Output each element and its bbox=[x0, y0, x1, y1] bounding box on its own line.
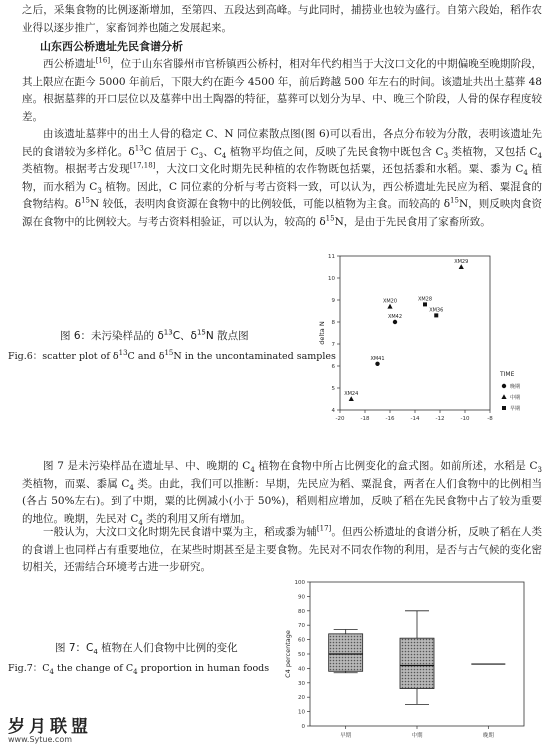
figure-7-caption-cn: 图 7：$C_4$ 植物在人们食物中比例的变化 bbox=[55, 642, 238, 657]
y-tick-label: 0 bbox=[301, 724, 305, 730]
y-tick-label: 6 bbox=[331, 364, 335, 370]
x-tick-label: 中期 bbox=[411, 733, 423, 739]
paragraph-conclusion: 一般认为，大汶口文化时期先民食谱中粟为主，稻或黍为辅[17]。但西公桥遗址的食谱分析，反映了稻在人类的食谱上也同样占有重要地位，在某些时期甚至是主要食物。先民对不同农作物的利用，是否与古气候的变化密切相关，还需结合环境考古进一步研究。 bbox=[22, 524, 543, 573]
y-tick-label: 40 bbox=[298, 666, 305, 673]
scatter-point bbox=[393, 320, 397, 324]
x-tick-label: -10 bbox=[460, 416, 470, 422]
y-tick-label: 90 bbox=[298, 594, 305, 601]
figure-6-caption-en: Fig.6：scatter plot of $\delta^{13}C$ and $\delta^{15}N$ in the uncontaminated samples bbox=[8, 348, 336, 362]
y-tick-label: 50 bbox=[298, 652, 305, 658]
x-tick-label: 早期 bbox=[340, 733, 352, 739]
y-tick-label: 7 bbox=[331, 342, 335, 348]
figure-6-caption-cn: 图 6：未污染样品的 $\delta^{13}C$、$\delta^{15}N$ 散点图 bbox=[60, 328, 249, 342]
legend-marker bbox=[502, 384, 506, 388]
x-tick-label: -16 bbox=[385, 416, 395, 422]
point-label: XM24 bbox=[344, 391, 359, 397]
scatter-point bbox=[375, 362, 379, 366]
section-heading: 山东西公桥遗址先民食谱分析 bbox=[40, 40, 183, 53]
box bbox=[400, 638, 434, 688]
legend-marker bbox=[501, 394, 506, 399]
figure-7-caption-en: Fig.7：$C_4$ the change of $C_4$ proportion in human foods bbox=[8, 663, 270, 676]
paragraph-intro bbox=[22, 2, 542, 37]
point-label: XM20 bbox=[382, 298, 398, 305]
x-tick-label: -20 bbox=[335, 416, 345, 422]
figure-6-scatter-plot bbox=[300, 250, 550, 430]
y-tick-label: 30 bbox=[298, 680, 305, 687]
y-tick-label: 70 bbox=[298, 623, 305, 630]
paragraph-isotope: 由该遗址墓葬中的出土人骨的稳定 C、N 同位素散点图(图 6)可以看出，各点分布较为分散，表明该遗址先民的食谱较为多样化。$\delta^{13}C$ 值居于 $C_3$、$C_4$ 植物平均值之间，反映了先民食物中既包含 $C_3$ 类植物，又包括 $C_4$ 类植物。根据考古发现[17,18]，大汶口文化时期先民种植的农作物既包括粟，还包括黍和水稻。粟、黍为 $C_4$ 植物，而水稻为 $C_3$ 植物。因此，C 同位素的分析与考古资料一致，可以认为，西公桥遗址先民应为稻、粟混食的食物结构。$\delta^{15}N$ 较低，表明肉食资源在食物中的比例较低，可能以植物为主食。而较高的 $\delta^{15}N$，则反映肉食资源在食物中的比例较大。与考古资料相验证，可以认为，较高的 $\delta^{15}N$，是由于先民食用了家畜所致。 bbox=[22, 128, 543, 228]
paragraph-text: 西公桥遗址 bbox=[43, 58, 96, 70]
paragraph-boxplot: 图 7 是未污染样品在遗址早、中、晚期的 $C_4$ 植物在食物中所占比例变化的盒式图。如前所述，水稻是 $C_3$ 类植物，而粟、黍属 $C_4$ 类。由此，我们可以推断：早期，先民应为稻、粟混食，两者在人们食物中的比例相当(各占 50%左右)。到了中期，粟的比例减小(小于 50%)，稻则相应增加，反映了稻在先民食物中占了较为重要的地位。晚期，先民对 $C_4$ 类的利用又所有增加。 bbox=[22, 460, 542, 527]
point-label: XM41 bbox=[370, 355, 385, 362]
point-label: XM29 bbox=[454, 259, 469, 265]
y-tick-label: 11 bbox=[328, 254, 335, 260]
y-tick-label: 10 bbox=[298, 709, 305, 716]
point-label: XM42 bbox=[387, 314, 403, 320]
y-axis-label: C4 percentage bbox=[284, 630, 292, 678]
citation: [17,18] bbox=[129, 161, 156, 170]
figure-7-box-plot bbox=[284, 578, 534, 742]
legend-label: 早期 bbox=[510, 406, 521, 412]
paragraph-text: 之后，采集食物的比例逐渐增加，至第四、五段达到高峰。与此同时，捕捞业也较为盛行。自第六段始，稻作农业得以逐步推广，家畜饲养也随之发展起来。 bbox=[22, 4, 542, 34]
watermark-logo: 岁月联盟 bbox=[8, 717, 92, 737]
citation: [17] bbox=[316, 524, 332, 533]
legend-title: TIME bbox=[500, 371, 515, 378]
y-tick-label: 10 bbox=[328, 276, 335, 282]
paragraph-text: ，位于山东省滕州市官桥镇西公桥村，相对年代约相当于大汶口文化的中期偏晚至晚期阶段，其上限应在距今 5000 年前后，下限大约在距今 4500 年，前后跨越 500 年左右的时间。该遗址共出土墓葬 48 座。根据墓葬的开口层位以及墓葬中出土陶器的特征，墓葬可以划分为早、中、晚三个阶段，人骨的保存程度较差。 bbox=[22, 58, 543, 123]
watermark-url: www.Sytue.com bbox=[8, 735, 73, 744]
citation: [16] bbox=[95, 56, 111, 65]
legend-label: 晚期 bbox=[510, 384, 521, 390]
legend-label: 中期 bbox=[510, 395, 521, 401]
legend-marker bbox=[502, 406, 506, 410]
point-label: XM28 bbox=[417, 296, 433, 303]
point-label: XM36 bbox=[429, 307, 444, 314]
y-tick-label: 60 bbox=[298, 637, 305, 644]
box bbox=[329, 634, 363, 671]
y-tick-label: 100 bbox=[294, 580, 305, 586]
y-tick-label: 8 bbox=[331, 320, 335, 326]
scatter-point bbox=[434, 313, 438, 317]
y-tick-label: 20 bbox=[298, 695, 305, 702]
x-tick-label: 晚期 bbox=[482, 733, 494, 739]
x-tick-label: -14 bbox=[410, 416, 420, 422]
y-tick-label: 80 bbox=[298, 608, 305, 615]
paragraph-site bbox=[22, 56, 542, 126]
y-tick-label: 9 bbox=[331, 298, 335, 304]
site-watermark bbox=[8, 712, 92, 744]
x-tick-label: -18 bbox=[360, 416, 370, 422]
x-tick-label: -8 bbox=[487, 416, 493, 422]
plot-frame bbox=[340, 256, 490, 410]
scatter-point bbox=[423, 302, 427, 306]
y-axis-label: delta N bbox=[318, 321, 326, 345]
y-tick-label: 4 bbox=[331, 408, 335, 414]
y-tick-label: 5 bbox=[331, 386, 335, 392]
x-tick-label: -12 bbox=[435, 416, 445, 422]
